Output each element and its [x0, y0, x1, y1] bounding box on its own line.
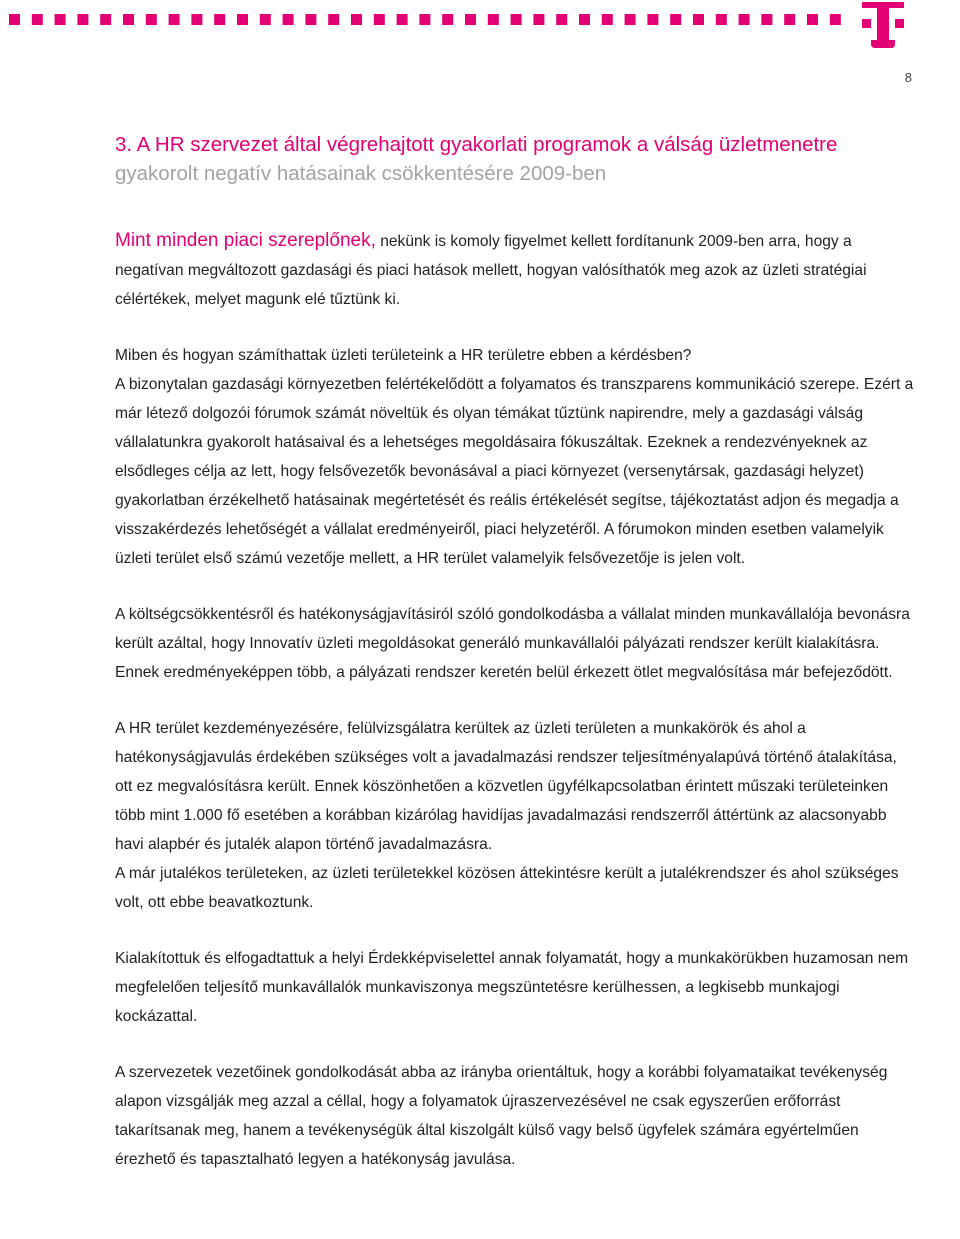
decorative-square: [419, 14, 430, 25]
decorative-square: [237, 14, 248, 25]
decorative-square: [602, 14, 613, 25]
decorative-square: [807, 14, 818, 25]
decorative-square: [397, 14, 408, 25]
decorative-square: [191, 14, 202, 25]
decorative-square: [716, 14, 727, 25]
decorative-square: [830, 14, 841, 25]
decorative-square: [556, 14, 567, 25]
decorative-square-row: [0, 14, 850, 26]
question-line: Miben és hogyan számíthattak üzleti területeink a HR területre ebben a kérdésben?: [115, 347, 692, 364]
decorative-square: [55, 14, 66, 25]
paragraph-4-part-1: A HR terület kezdeményezésére, felülvizsgálatra kerültek az üzleti területen a munkakörök és ahol a hatékonyságjavulás érdekében szükséges volt a javadalmazási rendszer teljesítményalapúvá történő átalakítása, ott ez megvalósításra került. Ennek köszönhetően a közvetlen ügyfélkapcsolatban érintett műszaki területeinken több mint 1.000 fő esetében a korábban kizárólag havidíjas javadalmazási rendszerről áttértünk az alacsonyabb havi alapbér és jutalék alapon történő javadalmazásra.: [115, 720, 897, 853]
paragraph-4: [115, 714, 915, 917]
body-text: [115, 226, 915, 1174]
lead-phrase: Mint minden piaci szereplőnek,: [115, 230, 376, 251]
decorative-square: [146, 14, 157, 25]
decorative-square: [77, 14, 88, 25]
decorative-square: [351, 14, 362, 25]
paragraph-5: Kialakítottuk és elfogadtattuk a helyi Érdekképviselettel annak folyamatát, hogy a munkakörükben huzamosan nem megfelelően teljesítő munkavállalók munkaviszonya megszüntetésre kerülhessen, a legkisebb munkajogi kockázattal.: [115, 950, 909, 1025]
title-line-2: gyakorolt negatív hatásainak csökkentésére 2009-ben: [115, 162, 607, 185]
paragraph-1: [115, 226, 915, 314]
decorative-square: [761, 14, 772, 25]
decorative-square: [123, 14, 134, 25]
paragraph-3: A költségcsökkentésről és hatékonyságjavításiról szóló gondolkodásba a vállalat minden munkavállalója bevonásra került azáltal, hogy Innovatív üzleti megoldásokat generáló munkavállalói pályázati rendszer került kialakításra. Ennek eredményeképpen több, a pályázati rendszer keretén belül érkezett ötlet megvalósítása már befejeződött.: [115, 606, 910, 681]
decorative-square: [283, 14, 294, 25]
square-row-graphic: [0, 14, 850, 26]
decorative-square: [647, 14, 658, 25]
paragraph-4-part-2: A már jutalékos területeken, az üzleti területekkel közösen áttekintésre került a jutalékrendszer és ahol szükséges volt, ott ebbe beavatkoztunk.: [115, 865, 899, 911]
decorative-square: [260, 14, 271, 25]
section-title: [115, 130, 915, 188]
decorative-square: [100, 14, 111, 25]
telekom-t-logo-icon: [862, 2, 904, 50]
decorative-square: [533, 14, 544, 25]
paragraph-2: [115, 341, 915, 573]
decorative-square: [739, 14, 750, 25]
paragraph-2-text: A bizonytalan gazdasági környezetben felértékelődött a folyamatos és transzparens kommunikáció szerepe. Ezért a már létező dolgozói fórumok számát növeltük és olyan témákat tűztünk napirendre, mely a gazdasági válság vállalatunkra gyakorolt hatásaival és a lehetséges megoldásaira fókuszáltak. Ezeknek a rendezvényeknek az elsődleges célja az lett, hogy felsővezetők bevonásával a piaci környezet (versenytársak, gazdasági helyzet) gyakorlatban érzékelhető hatásainak megértetését és reális értékelését segítse, tájékoztatást adjon és megadja a visszakérdezés lehetőségét a vállalat eredményeiről, piaci helyzetéről. A fórumokon minden esetben valamelyik üzleti terület első számú vezetője mellett, a HR terület valamelyik felsővezetője is jelen volt.: [115, 376, 914, 567]
title-line-1: 3. A HR szervezet által végrehajtott gyakorlati programok a válság üzletmenetre: [115, 133, 838, 156]
paragraph-6: A szervezetek vezetőinek gondolkodását abba az irányba orientáltuk, hogy a korábbi folyamataikat tevékenység alapon vizsgálják meg azzal a céllal, hogy a folyamatok újraszervezésével ne csak egyszerűen erőforrást takarítsanak meg, hanem a tevékenységük által kiszolgált külső vagy belső ügyfelek számára egyértelműen érezhető és tapasztalható legyen a hatékonyság javulása.: [115, 1064, 888, 1168]
decorative-square: [9, 14, 20, 25]
decorative-square: [32, 14, 43, 25]
decorative-square: [670, 14, 681, 25]
decorative-square: [465, 14, 476, 25]
decorative-square: [488, 14, 499, 25]
decorative-square: [625, 14, 636, 25]
decorative-square: [511, 14, 522, 25]
decorative-square: [784, 14, 795, 25]
decorative-square: [169, 14, 180, 25]
decorative-square: [328, 14, 339, 25]
decorative-square: [693, 14, 704, 25]
paragraph-1-text: nekünk is komoly figyelmet kellett fordítanunk 2009-ben arra, hogy a negatívan megváltozott gazdasági és piaci hatások mellett, hogyan valósíthatók meg azok az üzleti stratégiai célértékek, melyet magunk elé tűztünk ki.: [115, 233, 867, 308]
decorative-square: [305, 14, 316, 25]
decorative-square: [374, 14, 385, 25]
decorative-square: [214, 14, 225, 25]
page-number: 8: [904, 70, 912, 85]
decorative-square: [579, 14, 590, 25]
decorative-square: [442, 14, 453, 25]
